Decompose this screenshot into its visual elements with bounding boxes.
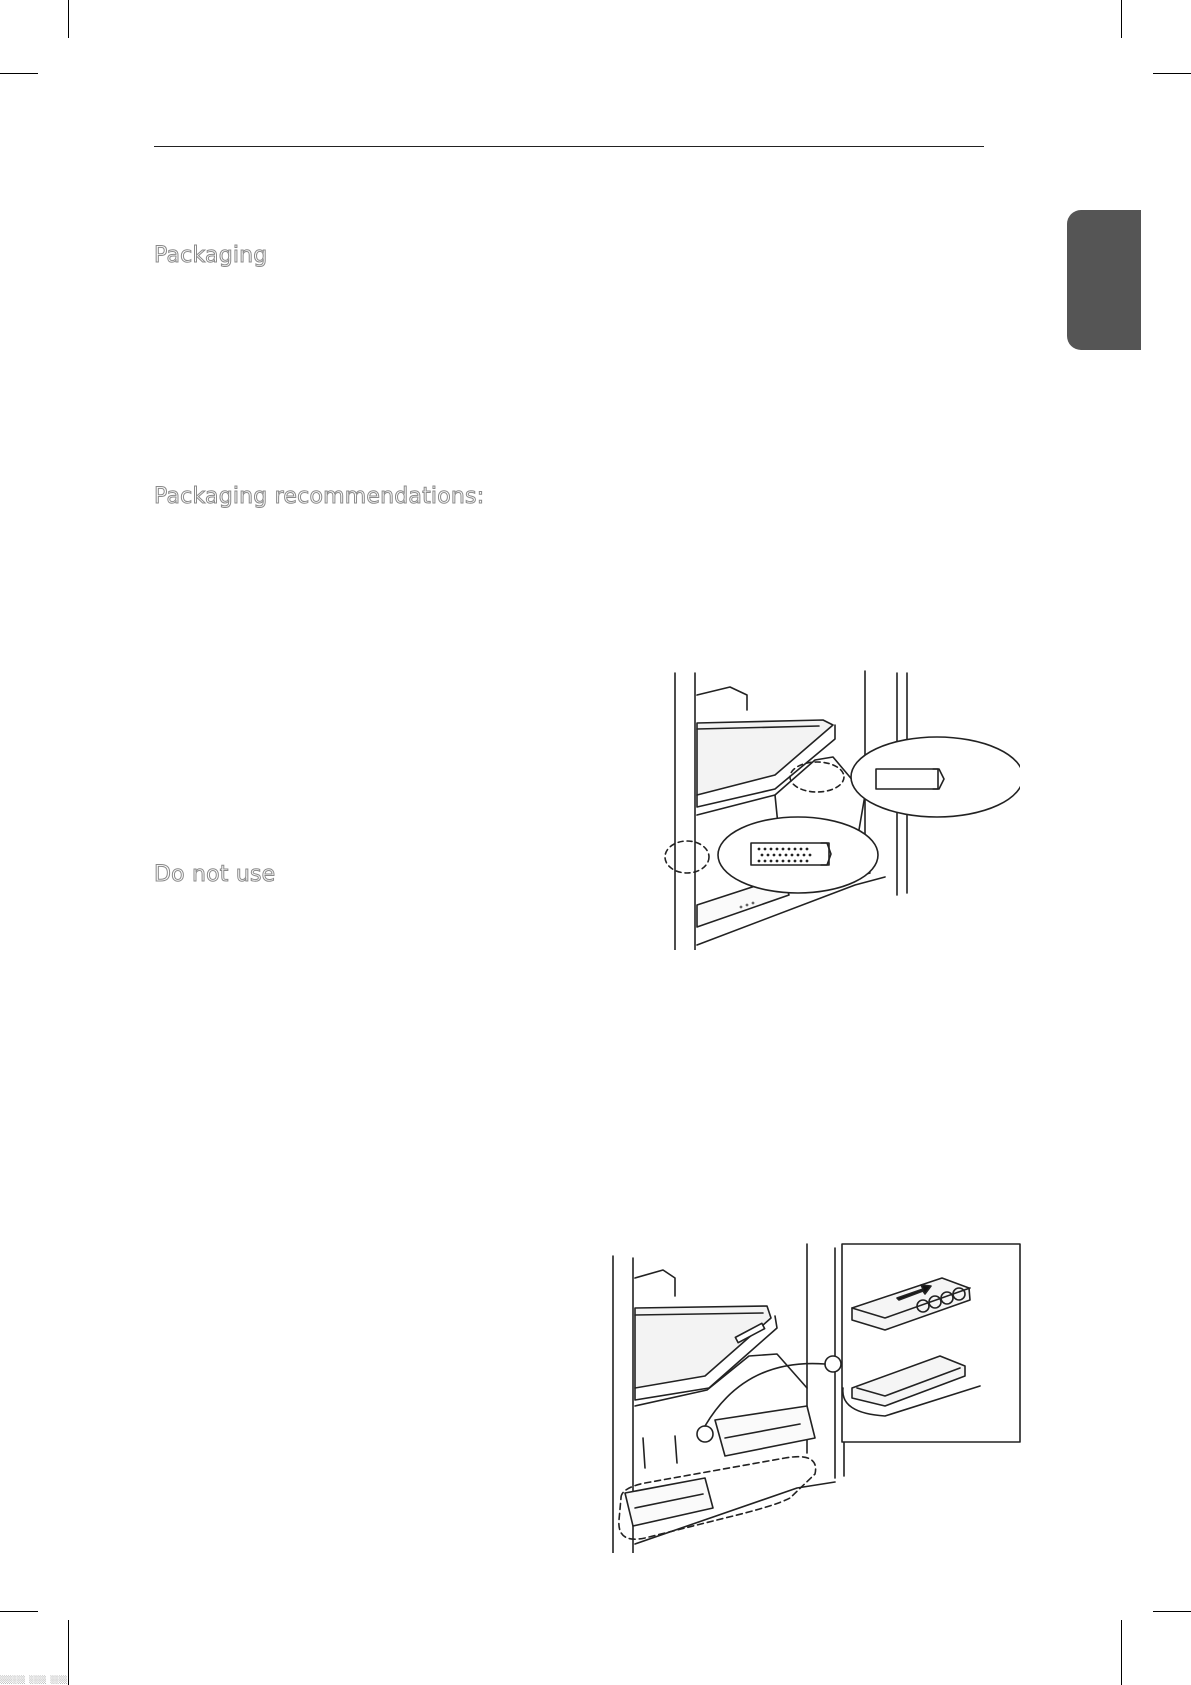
- crop-mark: [1121, 1620, 1122, 1685]
- crop-mark: [1153, 73, 1191, 74]
- heading-do-not-use: Do not use: [154, 862, 276, 887]
- crop-mark: [0, 73, 38, 74]
- crop-mark: [1153, 1611, 1191, 1612]
- crop-mark: [68, 0, 69, 38]
- crisper-humidity-control-illustration: [655, 665, 1020, 950]
- crop-mark: [0, 1611, 38, 1612]
- crop-mark: [1121, 0, 1122, 38]
- heading-packaging: Packaging: [154, 243, 268, 268]
- crop-mark: [68, 1620, 69, 1685]
- crisper-bin-tray-illustration: [585, 1238, 1025, 1553]
- print-slug: ░░░░░░ ░░░░ ░░░░: [0, 1676, 68, 1684]
- heading-packaging-recommendations: Packaging recommendations:: [154, 484, 485, 509]
- section-tab: [1067, 210, 1141, 350]
- header-rule: [154, 146, 984, 147]
